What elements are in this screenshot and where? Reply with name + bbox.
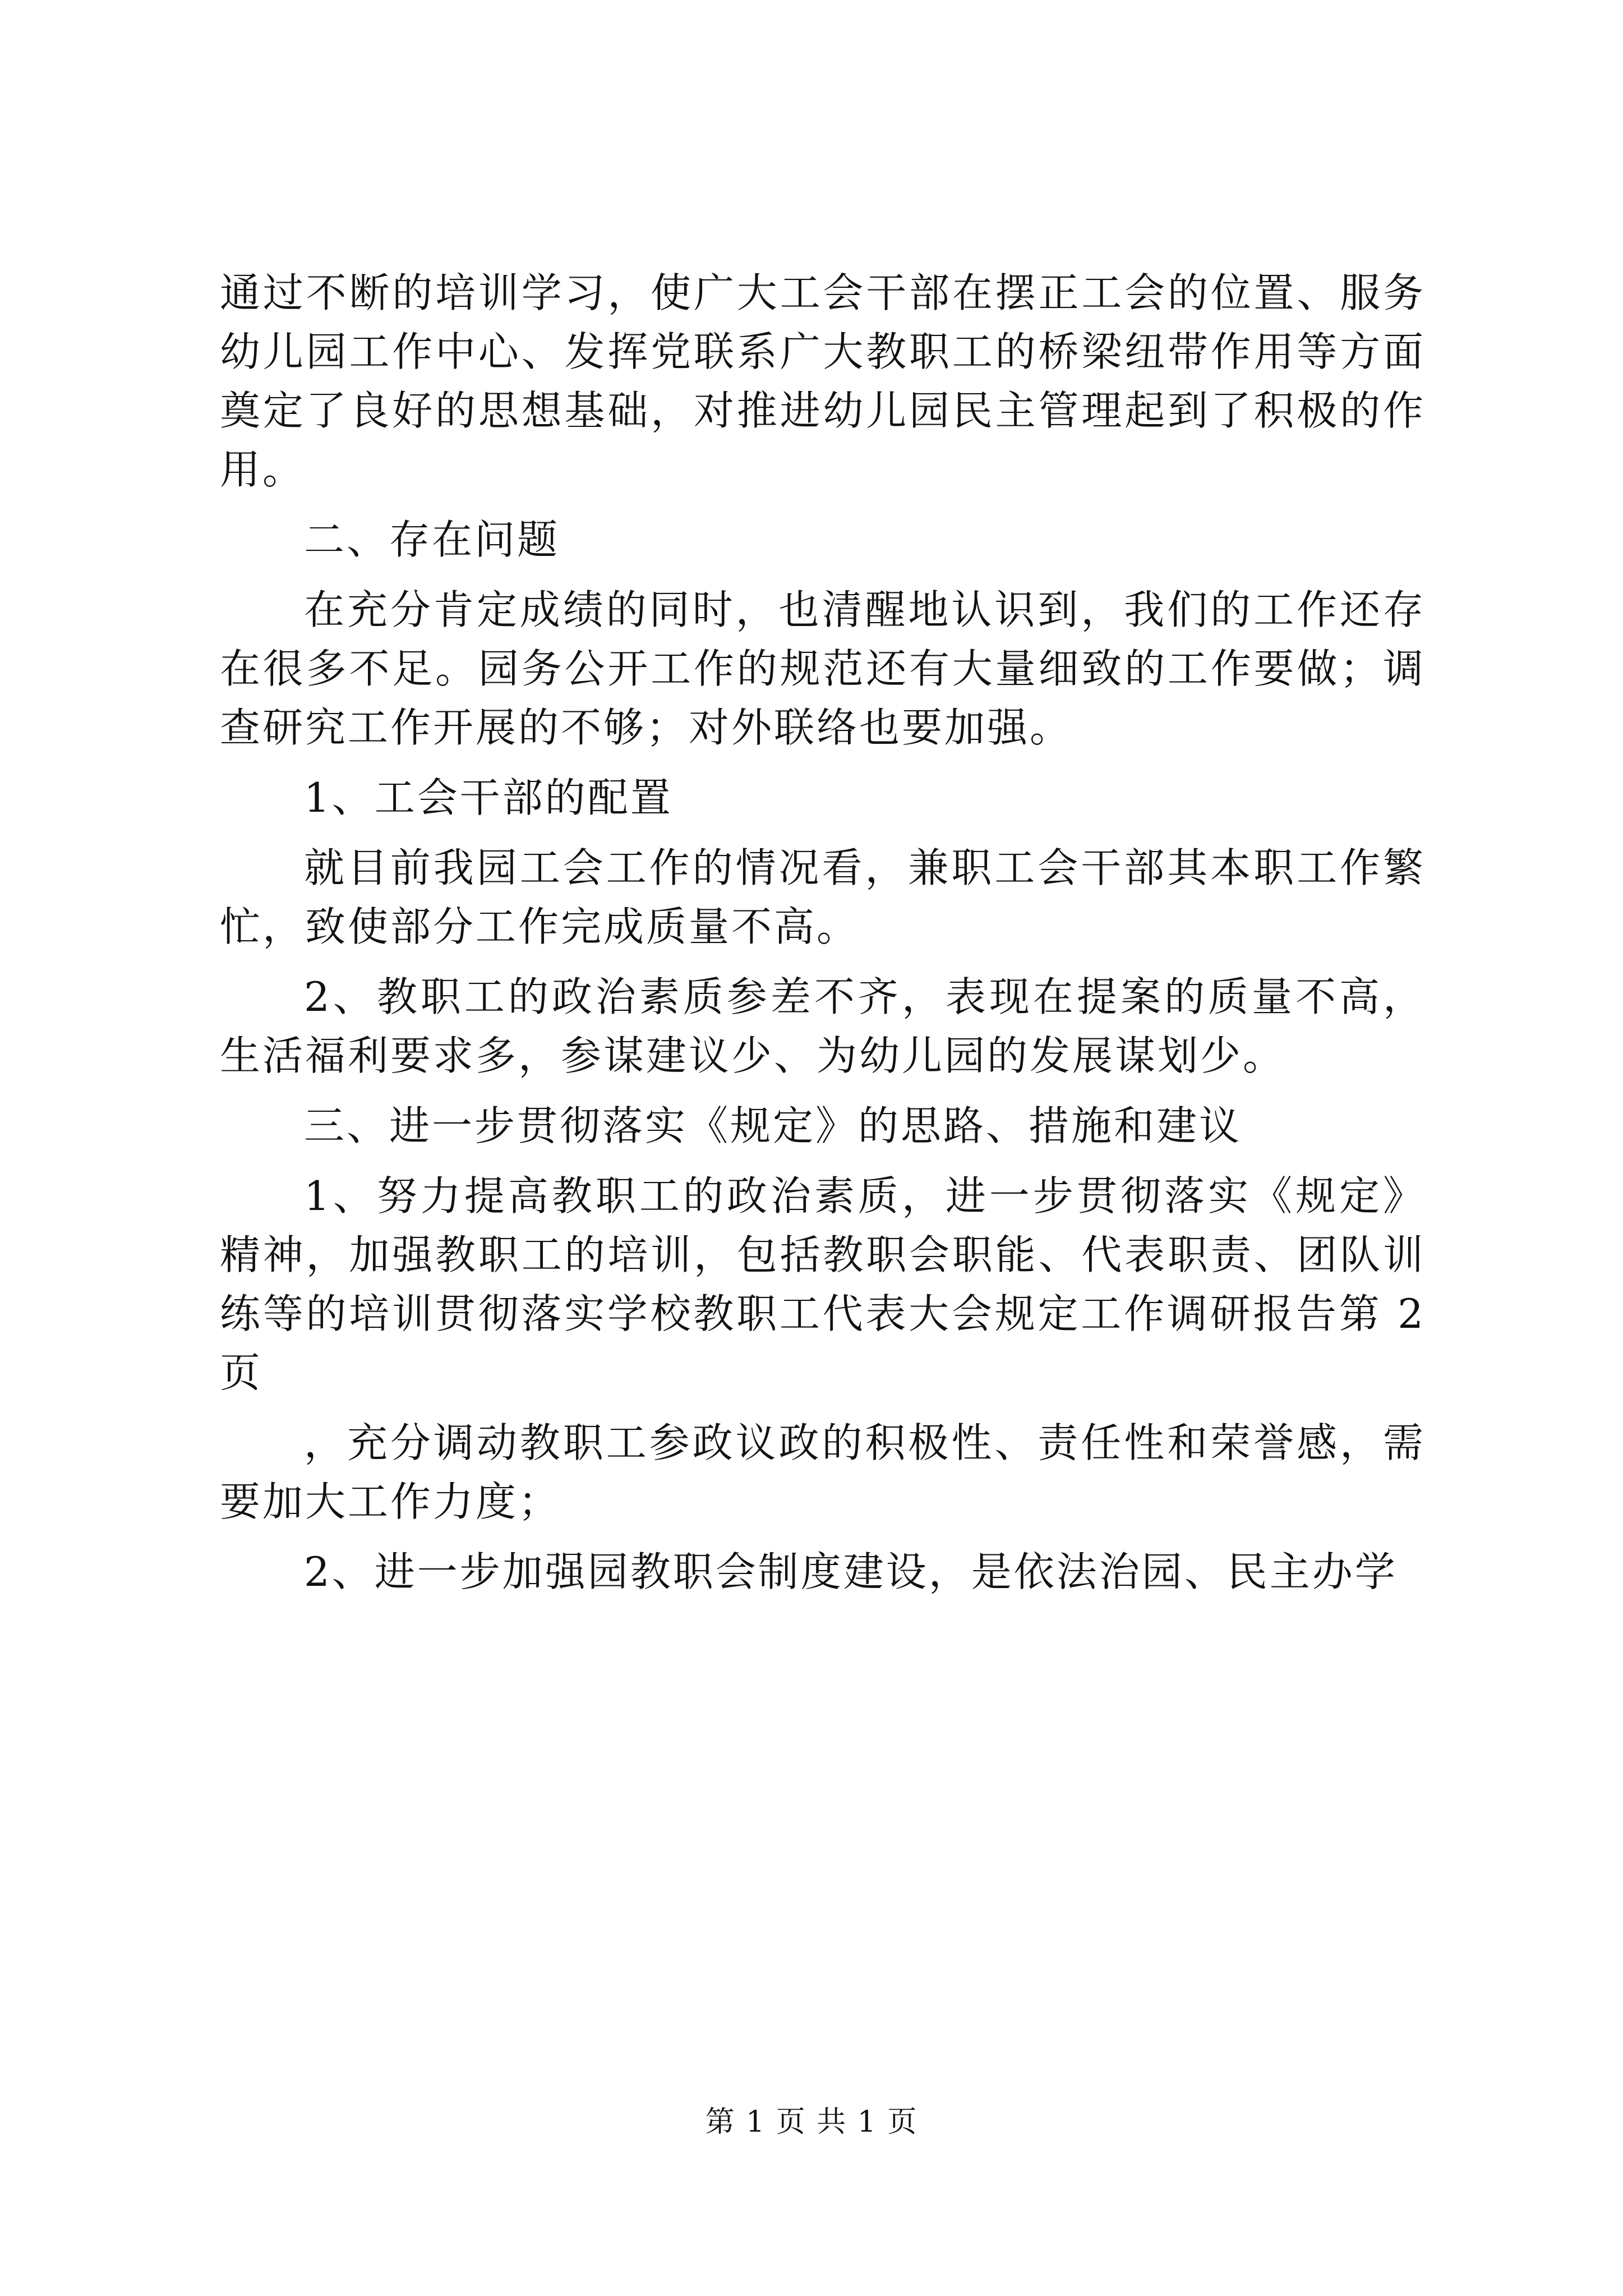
subheading-cadre-allocation: 1、工会干部的配置 xyxy=(304,774,673,821)
paragraph-8: 1、努力提高教职工的政治素质，进一步贯彻落实《规定》精神，加强教职工的培训，包括教职会职能、代表职责、团队训练等的培训贯彻落实学校教职工代表大会规定工作调研报告第 2 页 xyxy=(220,1172,1426,1396)
page-footer: 第 1 页 共 1 页 xyxy=(705,2105,918,2139)
document-body xyxy=(220,264,1426,1613)
section-heading-measures: 三、进一步贯彻落实《规定》的思路、措施和建议 xyxy=(304,1102,1242,1149)
paragraph-9: ，充分调动教职工参政议政的积极性、责任性和荣誉感，需要加大工作力度； xyxy=(220,1419,1426,1525)
paragraph-10: 2、进一步加强园教职会制度建设，是依法治园、民主办学 xyxy=(304,1548,1398,1595)
section-heading-problems: 二、存在问题 xyxy=(304,516,560,563)
paragraph-5: 就目前我园工会工作的情况看，兼职工会干部其本职工作繁忙，致使部分工作完成质量不高。 xyxy=(220,844,1426,950)
paragraph-6: 2、教职工的政治素质参差不齐，表现在提案的质量不高，生活福利要求多，参谋建议少、为幼儿园的发展谋划少。 xyxy=(220,973,1426,1079)
paragraph-1: 通过不断的培训学习，使广大工会干部在摆正工会的位置、服务幼儿园工作中心、发挥党联系广大教职工的桥梁纽带作用等方面奠定了良好的思想基础，对推进幼儿园民主管理起到了积极的作用。 xyxy=(220,269,1426,493)
paragraph-3: 在充分肯定成绩的同时，也清醒地认识到，我们的工作还存在很多不足。园务公开工作的规范还有大量细致的工作要做；调查研究工作开展的不够；对外联络也要加强。 xyxy=(220,586,1426,751)
